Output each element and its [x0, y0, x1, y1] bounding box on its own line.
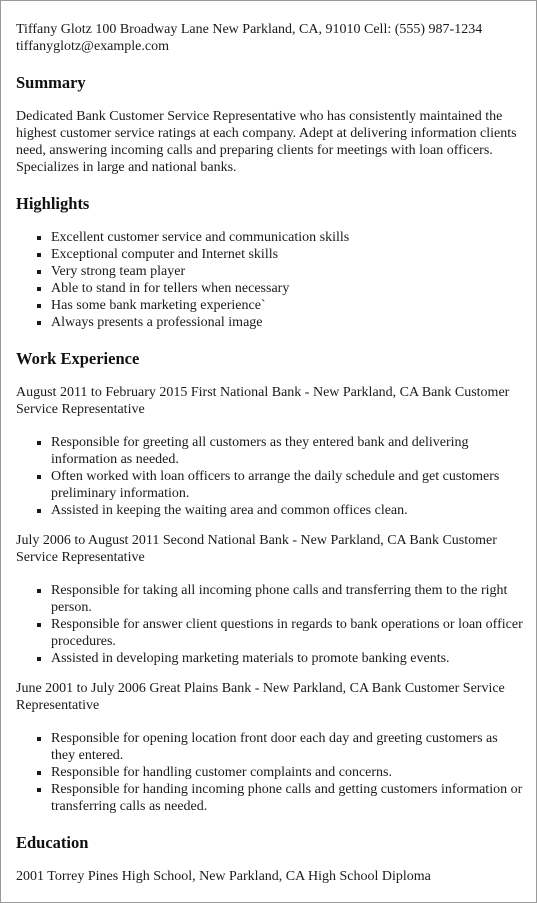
job-duties-list	[16, 582, 524, 667]
job-duty: Assisted in keeping the waiting area and common offices clean.	[51, 502, 524, 519]
job-entry	[16, 680, 524, 815]
job-duty: Responsible for opening location front door each day and greeting customers as they entered.	[51, 730, 524, 764]
highlight-item: Very strong team player	[51, 263, 524, 280]
job-duty: Responsible for handling customer complaints and concerns.	[51, 764, 524, 781]
job-duty: Responsible for answer client questions in regards to bank operations or loan officer procedures.	[51, 617, 523, 649]
job-duty: Assisted in developing marketing materials to promote banking events.	[51, 650, 524, 667]
work-experience-heading: Work Experience	[16, 349, 140, 368]
email-text: tiffanyglotz@example.com	[16, 39, 169, 54]
job-title: August 2011 to February 2015 First National Bank - New Parkland, CA Bank Customer Service Representative	[16, 385, 510, 417]
highlights-list	[16, 229, 524, 331]
summary-text: Dedicated Bank Customer Service Representative who has consistently maintained the highest customer service ratings at each company. Adept at delivering information clients need, answering incoming calls and preparing clients for meetings with loan officers. Specializes in large and national banks.	[16, 109, 517, 175]
job-title: July 2006 to August 2011 Second National Bank - New Parkland, CA Bank Customer Service Representative	[16, 533, 497, 565]
highlight-item: Has some bank marketing experience`	[51, 297, 524, 314]
job-entry	[16, 384, 524, 519]
education-heading: Education	[16, 833, 89, 852]
contact-block	[16, 21, 524, 55]
job-duty: Responsible for taking all incoming phone calls and transferring them to the right person.	[51, 582, 524, 616]
highlight-item: Excellent customer service and communication skills	[51, 229, 524, 246]
highlight-item: Always presents a professional image	[51, 314, 524, 331]
highlight-item: Able to stand in for tellers when necessary	[51, 280, 524, 297]
education-text: 2001 Torrey Pines High School, New Parkland, CA High School Diploma	[16, 869, 431, 884]
job-duties-list	[16, 434, 524, 519]
highlights-heading: Highlights	[16, 194, 90, 213]
job-duties-list	[16, 730, 524, 815]
summary-heading: Summary	[16, 73, 86, 92]
contact-line: Tiffany Glotz 100 Broadway Lane New Parkland, CA, 91010 Cell: (555) 987-1234	[16, 22, 483, 37]
job-duty: Often worked with loan officers to arrange the daily schedule and get customers preliminary information.	[51, 468, 524, 502]
job-duty: Responsible for greeting all customers as they entered bank and delivering information as needed.	[51, 434, 524, 468]
highlight-item: Exceptional computer and Internet skills	[51, 246, 524, 263]
job-entry	[16, 532, 524, 667]
job-duty: Responsible for handing incoming phone calls and getting customers information or transferring calls as needed.	[51, 782, 523, 814]
job-title: June 2001 to July 2006 Great Plains Bank - New Parkland, CA Bank Customer Service Representative	[16, 681, 505, 713]
